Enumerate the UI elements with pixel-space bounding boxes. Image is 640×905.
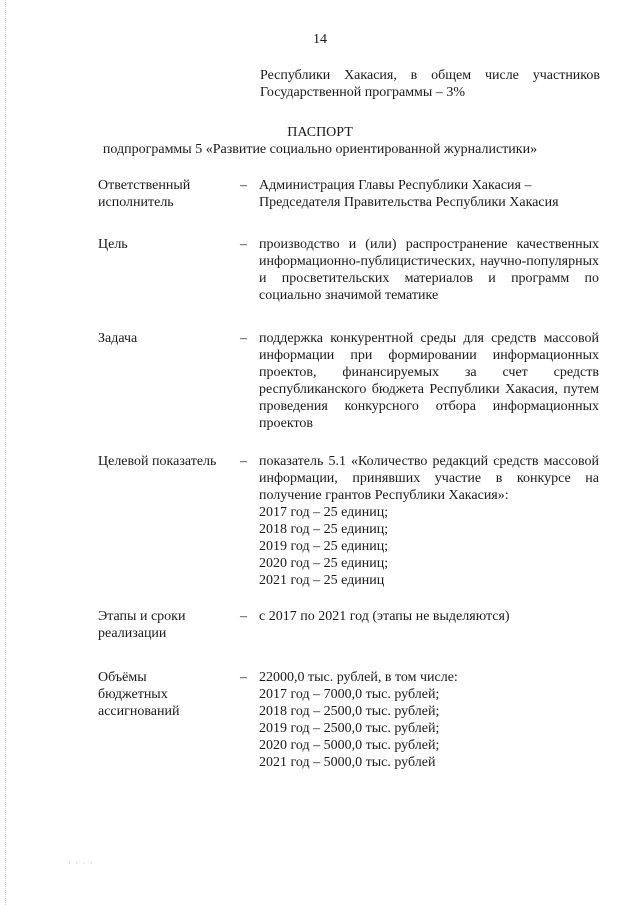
row-dash: – — [240, 454, 247, 469]
passport-title: ПАСПОРТ — [287, 125, 353, 140]
intro-line: Государственной программы – 3% — [260, 85, 465, 100]
row-value: поддержка конкурентной среды для средств массовой информации при формировании информационных проектов, финансируемых за счет средств республиканского бюджета Республики Хакасия, путем проведения конкурсного отбора информационных проектов — [259, 331, 599, 431]
row-dash: – — [240, 670, 247, 685]
scan-stamp-mark: · · · · — [68, 858, 94, 868]
row-dash: – — [240, 331, 247, 346]
row-label: Целевой показатель — [98, 454, 217, 469]
row-value: с 2017 по 2021 год (этапы не выделяются) — [259, 609, 510, 624]
row-label: Цель — [98, 237, 128, 252]
row-value: 22000,0 тыс. рублей, в том числе: 2017 год – 7000,0 тыс. рублей; 2018 год – 2500,0 тыс. рублей; 2019 год – 2500,0 тыс. рублей; 2020 год – 5000,0 тыс. рублей; 2021 год – 5000,0 тыс. рублей — [259, 670, 458, 770]
row-dash: – — [240, 609, 247, 624]
row-label: Ответственный исполнитель — [98, 178, 191, 210]
row-value: Администрация Главы Республики Хакасия – Председателя Правительства Республики Хакасия — [259, 178, 559, 210]
page-number: 14 — [313, 32, 327, 47]
row-dash: – — [240, 237, 247, 252]
row-dash: – — [240, 178, 247, 193]
row-value: производство и (или) распространение качественных информационно-публицистических, научно-популярных и просветительских материалов и программ по социально значимой тематике — [259, 237, 599, 303]
intro-paragraph — [260, 67, 600, 101]
row-label: Объёмы бюджетных ассигнований — [98, 670, 180, 719]
row-label: Этапы и сроки реализации — [98, 609, 186, 641]
passport-subtitle: подпрограммы 5 «Развитие социально ориентированной журналистики» — [102, 142, 538, 157]
intro-line: Республики Хакасия, в общем числе участников — [260, 68, 600, 83]
row-value: показатель 5.1 «Количество редакций средств массовой информации, принявших участие в конкурсе на получение грантов Республики Хакасия»: 2017 год – 25 единиц; 2018 год – 25 единиц; 2019 год – 25 единиц; 2020 год – 25 единиц; 2021 год – 25 единиц — [259, 454, 599, 588]
row-label: Задача — [98, 331, 138, 346]
